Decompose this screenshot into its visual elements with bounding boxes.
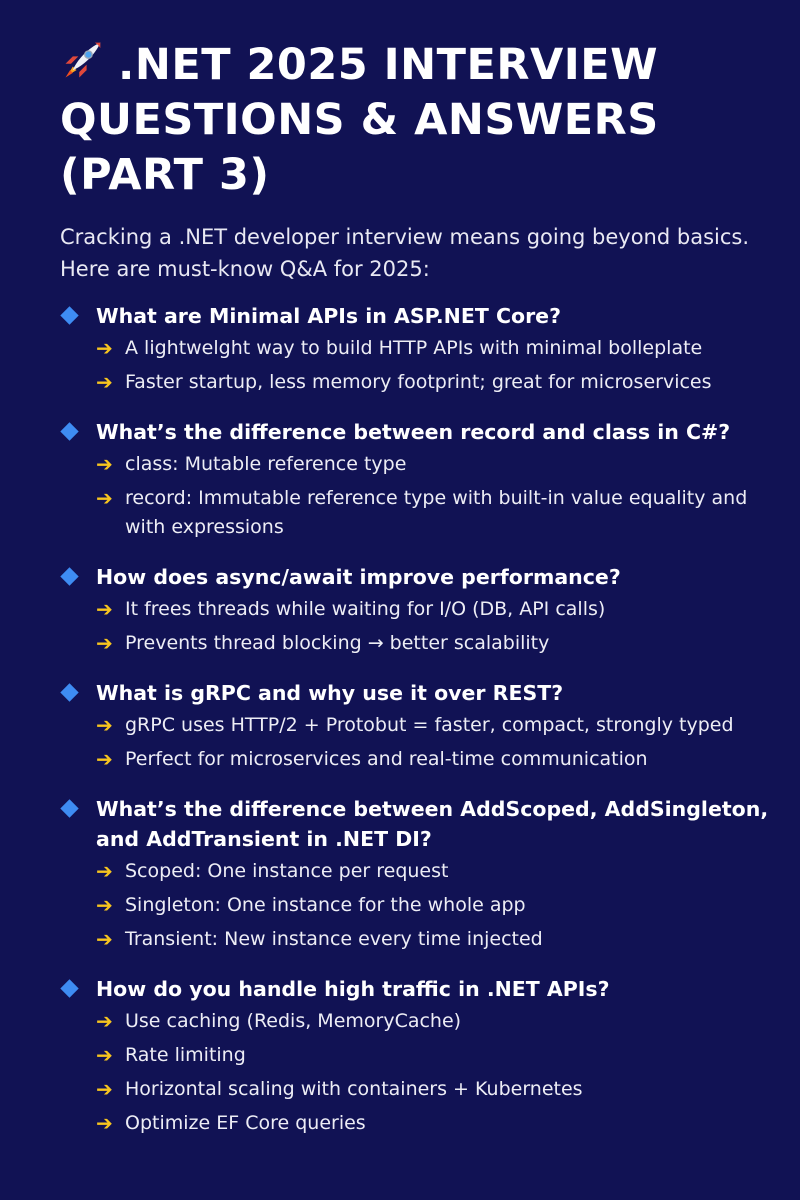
answer-item <box>96 450 765 479</box>
answer-text: Scoped: One instance per request <box>125 860 449 882</box>
title-text: .NET 2025 INTERVIEW QUESTIONS & ANSWERS (PART 3) <box>60 40 659 200</box>
answer-item <box>96 595 765 624</box>
answer-list <box>60 450 760 542</box>
question <box>60 417 776 447</box>
yellow-arrow-icon: ➔ <box>96 452 113 476</box>
answer-text: Faster startup, less memory footprint; great for microservices <box>125 371 712 393</box>
answer-item <box>96 484 765 542</box>
answer-list <box>60 711 760 774</box>
answer-text: Horizontal scaling with containers + Kubernetes <box>125 1078 583 1100</box>
answer-list <box>60 1007 760 1138</box>
blue-diamond-icon <box>60 422 78 440</box>
answer-item <box>96 1007 765 1036</box>
qa-item <box>60 794 769 954</box>
answer-item <box>96 745 765 774</box>
question-text: What are Minimal APIs in ASP.NET Core? <box>96 304 561 328</box>
qa-item <box>60 678 760 774</box>
yellow-arrow-icon: ➔ <box>96 747 113 771</box>
answer-item <box>96 857 765 886</box>
answer-text: record: Immutable reference type with built-in value equality and with expressions <box>125 487 748 538</box>
answer-item <box>96 334 765 363</box>
question <box>60 974 776 1004</box>
answer-list <box>60 595 760 658</box>
question <box>60 678 776 708</box>
answer-text: It frees threads while waiting for I/O (DB, API calls) <box>125 598 606 620</box>
yellow-arrow-icon: ➔ <box>96 631 113 655</box>
blue-diamond-icon <box>60 979 78 997</box>
yellow-arrow-icon: ➔ <box>96 859 113 883</box>
answer-text: Use caching (Redis, MemoryCache) <box>125 1010 462 1032</box>
answer-text: Optimize EF Core queries <box>125 1112 366 1134</box>
question <box>60 562 776 592</box>
answer-text: Rate limiting <box>125 1044 246 1066</box>
yellow-arrow-icon: ➔ <box>96 370 113 394</box>
page-title <box>60 38 760 203</box>
yellow-arrow-icon: ➔ <box>96 927 113 951</box>
yellow-arrow-icon: ➔ <box>96 597 113 621</box>
question-text: What is gRPC and why use it over REST? <box>96 681 564 705</box>
rocket-icon <box>60 39 104 83</box>
question <box>60 794 776 854</box>
yellow-arrow-icon: ➔ <box>96 893 113 917</box>
answer-text: Perfect for microservices and real-time communication <box>125 748 648 770</box>
answer-item <box>96 925 765 954</box>
blue-diamond-icon <box>60 799 78 817</box>
blue-diamond-icon <box>60 567 78 585</box>
qa-item <box>60 301 760 397</box>
qa-list <box>60 301 769 1138</box>
qa-item <box>60 417 760 542</box>
blue-diamond-icon <box>60 683 78 701</box>
answer-list <box>60 857 760 954</box>
answer-text: A lightwelght way to build HTTP APIs with minimal bolleplate <box>125 337 703 359</box>
blue-diamond-icon <box>60 306 78 324</box>
answer-item <box>96 368 765 397</box>
answer-item <box>96 891 765 920</box>
yellow-arrow-icon: ➔ <box>96 1111 113 1135</box>
answer-text: Prevents thread blocking → better scalability <box>125 632 550 654</box>
answer-item <box>96 711 765 740</box>
answer-list <box>60 334 760 397</box>
yellow-arrow-icon: ➔ <box>96 1077 113 1101</box>
yellow-arrow-icon: ➔ <box>96 1009 113 1033</box>
yellow-arrow-icon: ➔ <box>96 713 113 737</box>
question <box>60 301 776 331</box>
qa-item <box>60 562 760 658</box>
question-text: What’s the difference between AddScoped, AddSingleton, and AddTransient in .NET DI? <box>96 797 769 851</box>
yellow-arrow-icon: ➔ <box>96 336 113 360</box>
qa-item <box>60 974 760 1138</box>
answer-text: gRPC uses HTTP/2 + Protobut = faster, compact, strongly typed <box>125 714 734 736</box>
yellow-arrow-icon: ➔ <box>96 486 113 510</box>
answer-text: Transient: New instance every time injected <box>125 928 543 950</box>
answer-item <box>96 1075 765 1104</box>
yellow-arrow-icon: ➔ <box>96 1043 113 1067</box>
answer-item <box>96 1041 765 1070</box>
answer-text: Singleton: One instance for the whole app <box>125 894 526 916</box>
answer-item <box>96 629 765 658</box>
intro-text: Cracking a .NET developer interview means going beyond basics. Here are must-know Q&A for 2025: <box>60 225 750 281</box>
answer-text: class: Mutable reference type <box>125 453 407 475</box>
question-text: How does async/await improve performance? <box>96 565 621 589</box>
answer-item <box>96 1109 765 1138</box>
question-text: How do you handle high traffic in .NET APIs? <box>96 977 610 1001</box>
question-text: What’s the difference between record and class in C#? <box>96 420 731 444</box>
